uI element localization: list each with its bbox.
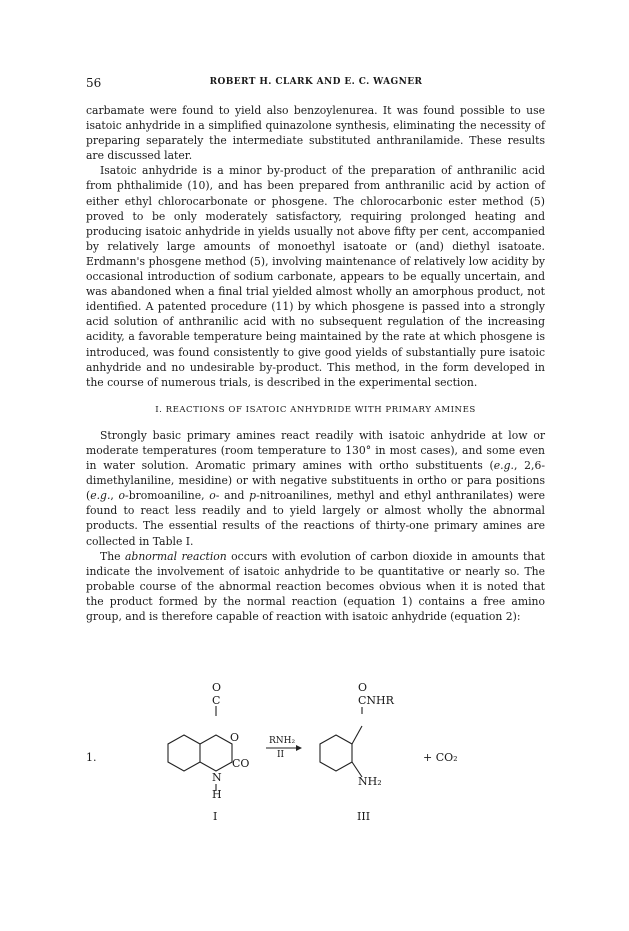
- equation-1: [86, 678, 546, 838]
- nitrogen-hydrogen: H: [212, 788, 222, 801]
- carbonyl-oxygen: O: [212, 681, 222, 694]
- benzene-ring: [168, 735, 200, 771]
- page-number: 56: [86, 76, 102, 90]
- ring-oxygen: O: [230, 731, 240, 744]
- arrow-reagent: RNH₂: [269, 736, 296, 746]
- compound-label: III: [357, 810, 371, 823]
- section-heading: I. REACTIONS OF ISATOIC ANHYDRIDE WITH PRIMARY AMINES: [155, 404, 476, 415]
- carbonyl-carbon: C: [212, 694, 221, 707]
- equation-number: 1.: [86, 751, 97, 764]
- running-head: ROBERT H. CLARK AND E. C. WAGNER: [209, 77, 423, 87]
- page-header: [86, 76, 546, 90]
- benzene-ring: [320, 735, 352, 771]
- carbonyl-oxygen: O: [358, 681, 368, 694]
- chemical-structures: [86, 678, 546, 838]
- compound-label: I: [213, 810, 218, 823]
- article-body: [86, 103, 545, 624]
- carbon-dioxide-product: + CO₂: [423, 751, 458, 764]
- amide-group: CNHR: [358, 694, 394, 707]
- carbonyl-group: CO: [232, 757, 250, 770]
- paragraph: carbamate were found to yield also benzoylenurea. It was found possible to use isatoic anhydride in a simplified quinazolone synthesis, eliminating the necessity of preparing separately the intermediate substituted anthranilamide. These results are discussed later.: [86, 104, 545, 163]
- paragraph: Isatoic anhydride is a minor by-product of the preparation of anthranilic acid from phthalimide (10), and has been prepared from anthranilic acid by action of either ethyl chlorocarbonate or phosgene. The chlorocarbonic ester method (5) proved to be only moderately satisfactory, requiring prolonged heating and producing isatoic anhydride in yields usually not above fifty per cent, accompanied by relatively large amounts of monoethyl isatoate or (and) diethyl isatoate. Erdmann's phosgene method (5), involving maintenance of relatively low acidity by occasional introduction of sodium carbonate, appears to be equally uncertain, and was abandoned when a final trial yielded almost wholly an amorphous product, not identified. A patented procedure (11) by which phosgene is passed into a strongly acid solution of anthranilic acid with no subsequent regulation of the increasing acidity, a favorable temperature being maintained by the rate at which phosgene is introduced, was found consistently to give good yields of substantially pure isatoic anhydride and no undesirable by-product. This method, in the form developed in the course of numerous trials, is described in the experimental section.: [86, 164, 545, 389]
- arrow-intermediate-label: II: [277, 750, 285, 760]
- paragraph: Strongly basic primary amines react readily with isatoic anhydride at low or moderate temperatures (room temperature to 130° in most cases), and some even in water solution. Aromatic primary amines with ortho substituents (e.g., 2,6-dimethylaniline, mesidine) or with negative substituents in ortho or para positions (e.g., o-bromoaniline, o- and p-nitroanilines, methyl and ethyl anthranilates) were found to react less readily and to yield largely or almost wholly the abnormal products. The essential results of the reactions of thirty-one primary amines are collected in Table I.: [86, 428, 546, 548]
- ring-nitrogen: N: [212, 771, 222, 784]
- amino-group: NH₂: [358, 775, 382, 788]
- heterocycle-ring: [200, 735, 232, 771]
- paragraph: The abnormal reaction occurs with evolution of carbon dioxide in amounts that indicate the involvement of isatoic anhydride to be quantitative or nearly so. The probable course of the abnormal reaction becomes obvious when it is noted that the product formed by the normal reaction (equation 1) contains a free amino group, and is therefore capable of reaction with isatoic anhydride (equation 2):: [86, 549, 546, 623]
